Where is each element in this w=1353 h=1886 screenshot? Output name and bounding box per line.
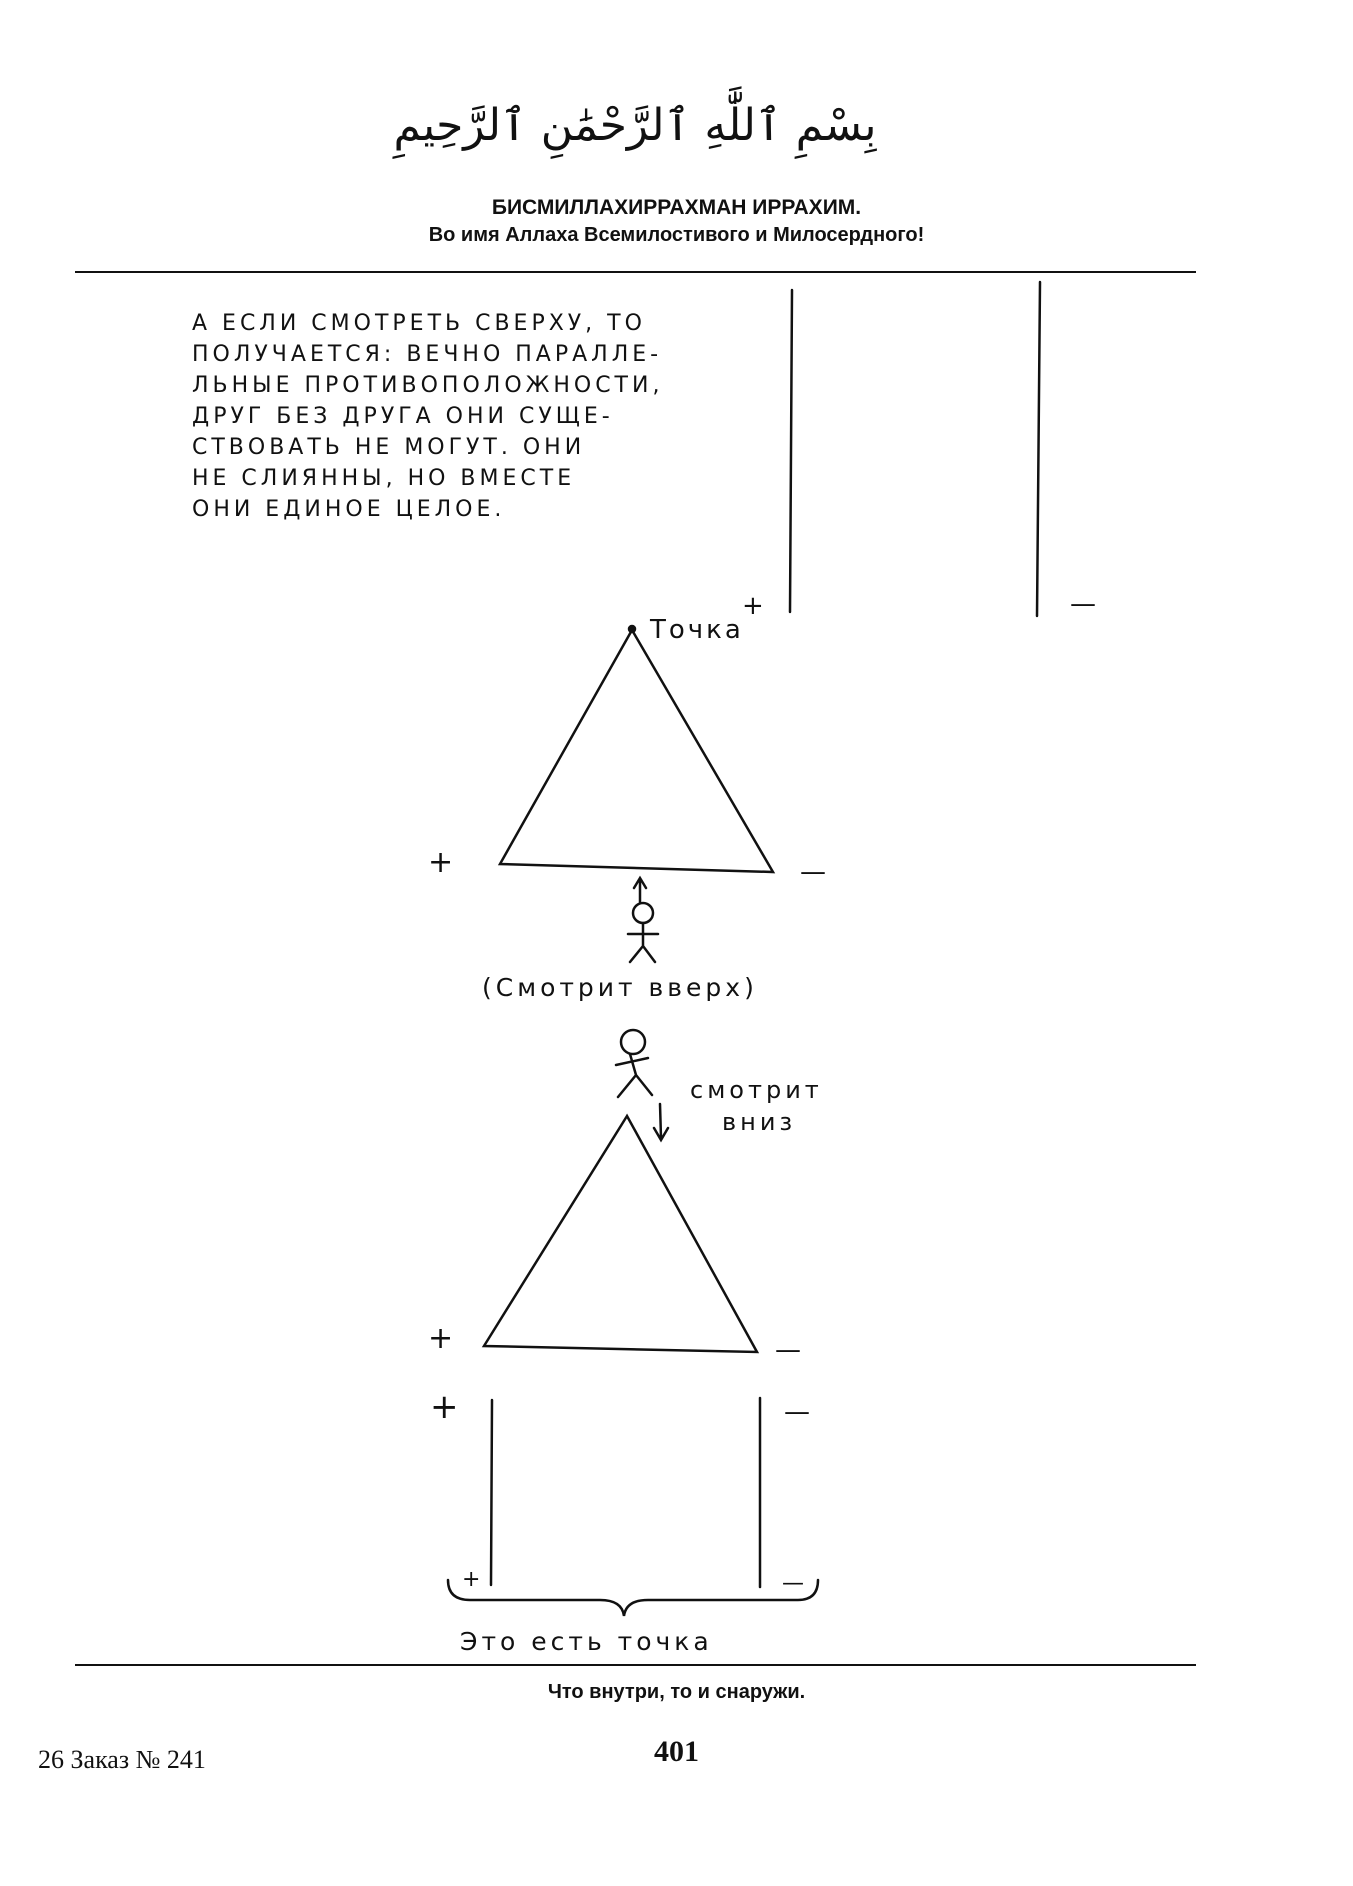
stick-figure-looking-up (628, 903, 658, 962)
page-subtitle: Во имя Аллаха Всемилостивого и Милосердного! (428, 224, 925, 246)
plus-sign: + (428, 845, 454, 880)
tochka-label: Точка (650, 615, 744, 645)
minus-sign: — (1070, 589, 1096, 619)
stick-figure-looking-down (616, 1030, 652, 1097)
tochka-dot (629, 626, 635, 632)
note-line: ДРУГ БЕЗ ДРУГА ОНИ СУЩЕ- (192, 404, 614, 429)
lower-triangle (484, 1116, 757, 1352)
svg-text:بِسْمِ ٱللَّٰهِ ٱلرَّحْمَٰنِ ٱ: بِسْمِ ٱللَّٰهِ ٱلرَّحْمَٰنِ ٱلرَّحِيمِ (393, 100, 877, 151)
note-line: НЕ СЛИЯННЫ, НО ВМЕСТЕ (192, 466, 576, 491)
page-number: 401 (654, 1735, 699, 1768)
note-line: СТВОВАТЬ НЕ МОГУТ. ОНИ (192, 435, 586, 460)
note-line: ЛЬНЫЕ ПРОТИВОПОЛОЖНОСТИ, (192, 373, 664, 398)
footer-caption: Что внутри, то и снаружи. (547, 1681, 806, 1703)
minus-sign: — (784, 1397, 810, 1427)
looks-down-label-1: смотрит (690, 1076, 823, 1104)
minus-sign: — (775, 1335, 801, 1365)
arrow-up-icon (634, 878, 646, 902)
upper-triangle (500, 630, 773, 872)
order-number: 26 Заказ № 241 (38, 1745, 206, 1774)
looks-up-label: (Смотрит вверх) (482, 973, 758, 1002)
looks-down-label-2: вниз (722, 1108, 797, 1136)
note-line: ПОЛУЧАЕТСЯ: ВЕЧНО ПАРАЛЛЕ- (192, 342, 663, 367)
note-line: А ЕСЛИ СМОТРЕТЬ СВЕРХУ, ТО (192, 311, 646, 336)
this-is-point-label: Это есть точка (460, 1627, 713, 1656)
lower-parallel-line-left (491, 1400, 492, 1585)
plus-sign: + (430, 1387, 459, 1427)
page-title: БИСМИЛЛАХИРРАХМАН ИРРАХИМ. (491, 196, 862, 219)
arrow-down-icon (654, 1104, 668, 1140)
parallel-line-left (790, 290, 792, 612)
footer-rule (75, 1664, 1196, 1666)
note-line: ОНИ ЕДИНОЕ ЦЕЛОЕ. (192, 497, 506, 522)
plus-sign: + (742, 591, 764, 621)
plus-sign: + (428, 1321, 454, 1356)
minus-sign: — (782, 1571, 804, 1596)
plus-sign: + (462, 1567, 481, 1592)
minus-sign: — (800, 857, 826, 887)
curly-brace (448, 1580, 818, 1616)
parallel-line-right (1037, 282, 1040, 616)
